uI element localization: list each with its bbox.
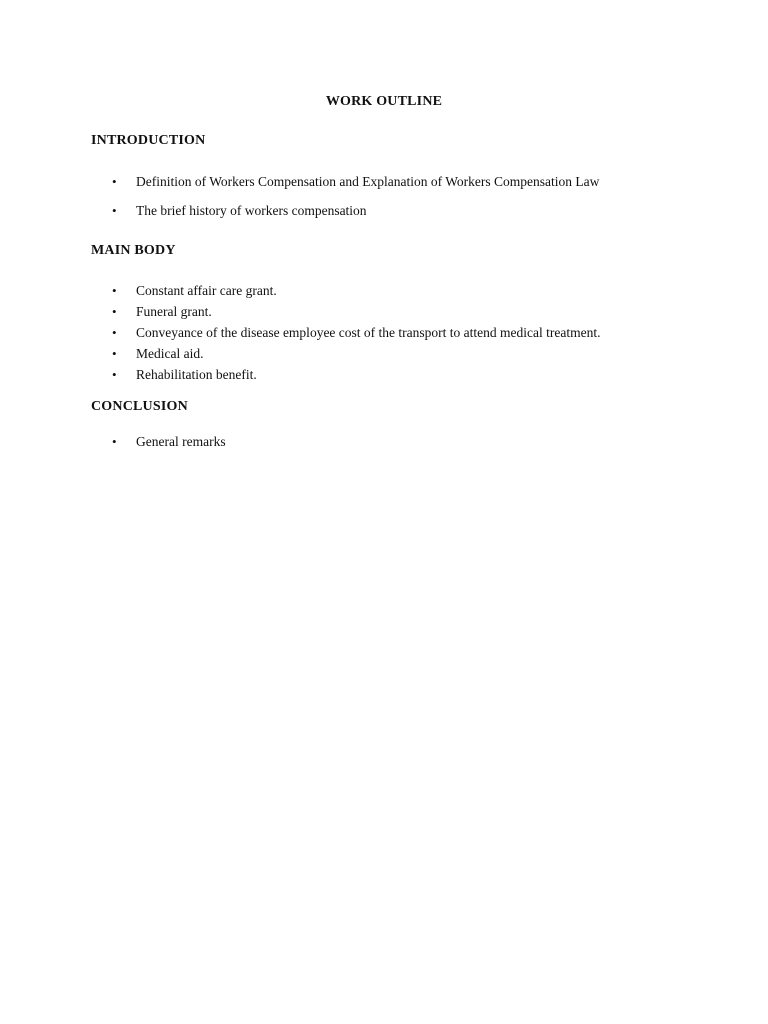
section-heading-introduction: INTRODUCTION	[91, 133, 206, 148]
list-item	[91, 367, 600, 383]
list-item-text: The brief history of workers compensation	[136, 203, 367, 218]
list-item-text: General remarks	[136, 434, 226, 449]
list-item	[91, 304, 600, 320]
bullet-icon: •	[112, 325, 117, 340]
list-item	[91, 346, 600, 362]
bullet-icon: •	[112, 367, 117, 382]
bullet-icon: •	[112, 283, 117, 298]
list-item	[91, 283, 600, 299]
list-item	[91, 434, 226, 450]
bullet-icon: •	[112, 203, 117, 218]
conclusion-list	[91, 434, 226, 450]
list-item-text: Funeral grant.	[136, 304, 212, 319]
introduction-list	[91, 174, 599, 232]
bullet-icon: •	[112, 346, 117, 361]
list-item	[91, 203, 599, 219]
bullet-icon: •	[112, 434, 117, 449]
list-item-text: Rehabilitation benefit.	[136, 367, 257, 382]
list-item-text: Constant affair care grant.	[136, 283, 277, 298]
list-item	[91, 174, 599, 190]
section-heading-main-body: MAIN BODY	[91, 243, 176, 258]
bullet-icon: •	[112, 174, 117, 189]
document-title: WORK OUTLINE	[325, 94, 443, 109]
list-item-text: Definition of Workers Compensation and Explanation of Workers Compensation Law	[136, 174, 600, 189]
list-item-text: Medical aid.	[136, 346, 204, 361]
main-body-list	[91, 283, 600, 388]
bullet-icon: •	[112, 304, 117, 319]
list-item	[91, 325, 600, 341]
section-heading-conclusion: CONCLUSION	[91, 399, 188, 414]
list-item-text: Conveyance of the disease employee cost of the transport to attend medical treatment.	[136, 325, 601, 340]
